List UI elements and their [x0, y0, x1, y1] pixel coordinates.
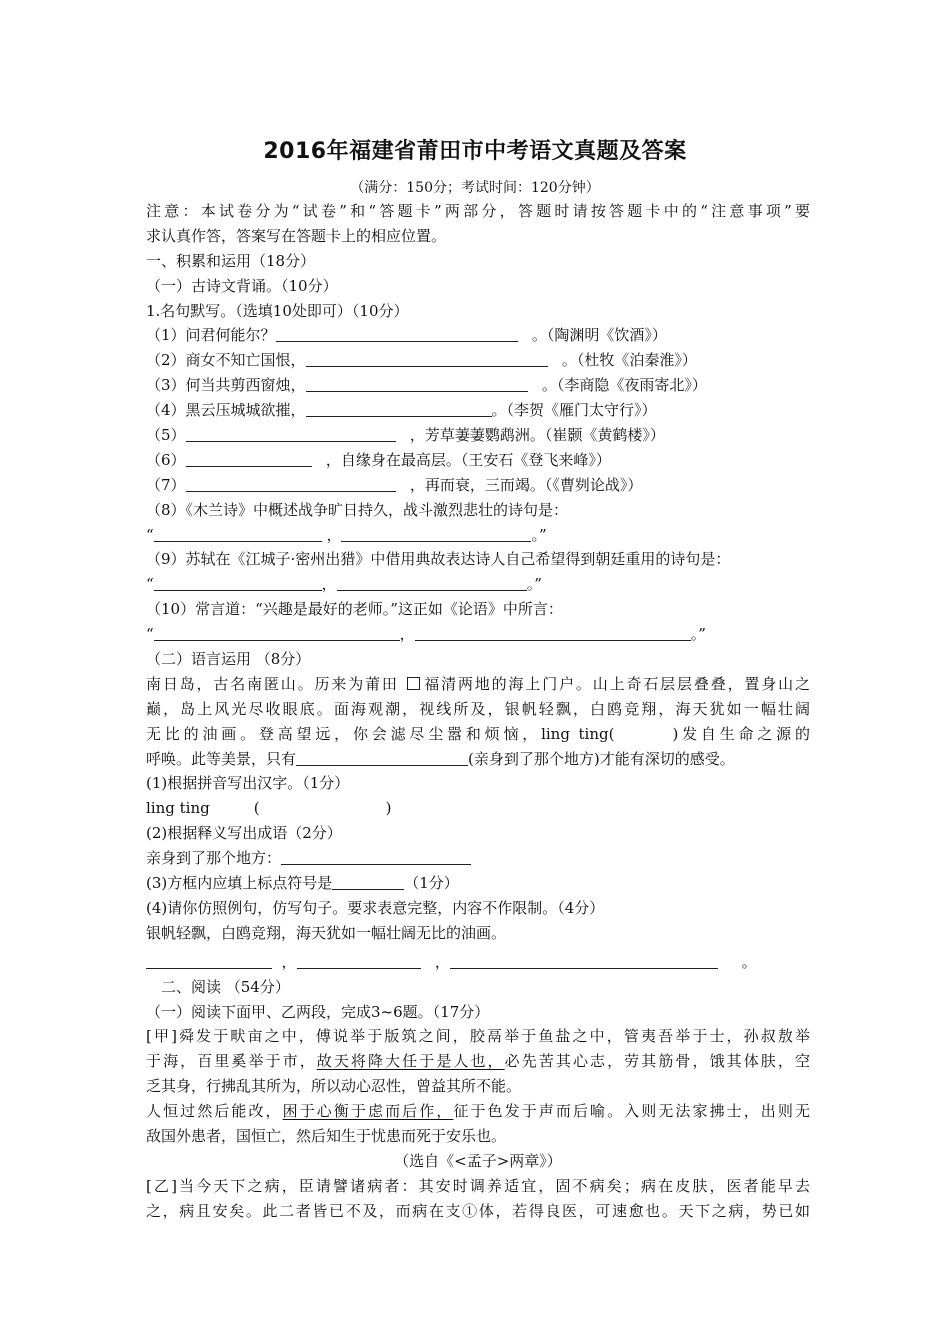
- page-subtitle: （满分：150分；考试时间：120分钟）: [350, 180, 600, 196]
- passage-line-3: 无比的油画。登高望远，你会滤尽尘嚣和烦恼，ling ting( )发自生命之源的: [146, 724, 810, 743]
- answer-blank[interactable]: [186, 449, 312, 467]
- section-2-heading: 二、阅读 （54分）: [161, 977, 290, 996]
- punctuation-box[interactable]: [407, 677, 420, 690]
- answer-blank[interactable]: [276, 324, 518, 342]
- answer-blank[interactable]: [186, 474, 396, 492]
- passage-line-1: 南日岛，古名南匿山。历来为莆田 福清两地的海上门户。山上奇石层层叠叠，置身山之: [146, 674, 810, 693]
- answer-blank[interactable]: [332, 872, 404, 890]
- sub-question-4-example: 银帆轻飘，白鸥竞翔，海天犹如一幅壮阔无比的油画。: [146, 923, 507, 942]
- answer-blank[interactable]: [297, 951, 421, 969]
- answer-blank[interactable]: [337, 573, 527, 591]
- notice-line-2: 求认真作答，答案写在答题卡上的相应位置。: [146, 226, 447, 245]
- recite-item-4: （4）黑云压城城欲摧， 。（李贺《雁门太守行》）: [146, 401, 657, 420]
- recite-item-5: （5） ，芳草萋萋鹦鹉洲。（崔颢《黄鹤楼》）: [146, 426, 665, 445]
- recite-item-10-answer: “ ， 。”: [146, 625, 706, 644]
- answer-blank[interactable]: [154, 573, 322, 591]
- sub-question-4: (4)请你仿照例句，仿写句子。要求表意完整，内容不作限制。（4分）: [146, 898, 605, 917]
- jia-source: （选自《<孟子>两章》）: [394, 1151, 562, 1170]
- sub-question-4-answer: ， ， 。: [146, 950, 810, 975]
- answer-blank[interactable]: [306, 349, 548, 367]
- jia-line-2: 于海，百里奚举于市，故天将降大任于是人也，必先苦其心志，劳其筋骨，饿其体肤，空: [146, 1052, 810, 1071]
- yi-line-1: [乙]当今天下之病，臣请譬诸病者：其安时调养适宜，固不病矣；病在皮肤，医者能早去: [146, 1176, 810, 1195]
- recite-item-8-answer: “ ， 。”: [146, 525, 547, 544]
- jia-line-4: 人恒过然后能改，困于心衡于虑而后作，征于色发于声而后喻。入则无法家拂士，出则无: [146, 1102, 810, 1121]
- answer-blank[interactable]: [281, 847, 471, 865]
- recite-item-8-question: （8）《木兰诗》中概述战争旷日持久，战斗激烈悲壮的诗句是：: [146, 500, 569, 519]
- recite-item-3: （3）何当共剪西窗烛， 。（李商隐《夜雨寄北》）: [146, 376, 707, 395]
- recite-item-10-question: （10）常言道：“兴趣是最好的老师。”这正如《论语》中所言：: [146, 600, 563, 619]
- exam-body: [146, 199, 810, 1224]
- reading-part-1-heading: （一）阅读下面甲、乙两段，完成3~6题。（17分）: [146, 1002, 490, 1021]
- passage-line-2: 巅，岛上风光尽收眼底。面海观潮，视线所及，银帆轻飘，白鸥竞翔，海天犹如一幅壮阔: [146, 699, 810, 718]
- jia-line-5: 敌国外患者，国恒亡，然后知生于忧患而死于安乐也。: [146, 1126, 507, 1145]
- answer-blank[interactable]: [306, 399, 492, 417]
- answer-blank[interactable]: [146, 951, 272, 969]
- underlined-sentence: 故天将降大任于是人也，: [316, 1052, 505, 1071]
- answer-blank[interactable]: [341, 524, 531, 542]
- part-2-heading: （二）语言运用 （8分）: [146, 650, 311, 669]
- sub-question-1: (1)根据拼音写出汉字。（1分）: [146, 774, 350, 793]
- sub-question-2-answer: 亲身到了那个地方：: [146, 846, 810, 871]
- passage-line-4: 呼唤。此等美景，只有 (亲身到了那个地方)才能有深切的感受。: [146, 749, 735, 768]
- page-title: 2016年福建省莆田市中考语文真题及答案: [263, 139, 687, 164]
- part-1-heading: （一）古诗文背诵。（10分）: [146, 276, 338, 295]
- answer-blank[interactable]: [296, 748, 468, 766]
- recite-item-9-answer: “ ， 。”: [146, 575, 542, 594]
- recite-item-7: （7） ，再而衰，三而竭。（《曹刿论战》）: [146, 475, 643, 494]
- sub-question-2: (2)根据释义写出成语（2分）: [146, 824, 342, 843]
- jia-line-1: [甲]舜发于畎亩之中，傅说举于版筑之间，胶鬲举于鱼盐之中，管夷吾举于士，孙叔敖举: [146, 1027, 810, 1046]
- answer-blank[interactable]: [154, 524, 322, 542]
- jia-line-3: 乏其身，行拂乱其所为，所以动心忍性，曾益其所不能。: [146, 1077, 522, 1096]
- recite-item-2: （2）商女不知亡国恨， 。（杜牧《泊秦淮》）: [146, 351, 697, 370]
- answer-blank[interactable]: [154, 623, 400, 641]
- answer-blank[interactable]: [186, 424, 396, 442]
- answer-blank[interactable]: [306, 374, 528, 392]
- answer-blank[interactable]: [450, 951, 718, 969]
- question-1-heading: 1.名句默写。（选填10处即可）（10分）: [146, 301, 409, 320]
- sub-question-3: (3)方框内应填上标点符号是 （1分）: [146, 874, 459, 893]
- yi-line-2: 之，病且安矣。此二者皆已不及，而病在支①体，若得良医，可速愈也。天下之病，势已如: [146, 1201, 810, 1220]
- recite-item-6: （6） ，自缘身在最高层。（王安石《登飞来峰》）: [146, 450, 611, 469]
- section-1-heading: 一、积累和运用（18分）: [146, 251, 316, 270]
- recite-item-9-question: （9）苏轼在《江城子·密州出猎》中借用典故表达诗人自己希望得到朝廷重用的诗句是：: [146, 550, 731, 569]
- answer-blank[interactable]: [415, 623, 691, 641]
- recite-item-1: （1）问君何能尔？ 。（陶渊明《饮酒》）: [146, 326, 667, 345]
- notice-line-1: 注意：本试卷分为“试卷”和“答题卡”两部分，答题时请按答题卡中的“注意事项”要: [146, 202, 810, 220]
- underlined-sentence: 困于心衡于虑而后作，: [282, 1102, 454, 1121]
- sub-question-1-answer: ling ting ( ): [146, 799, 392, 818]
